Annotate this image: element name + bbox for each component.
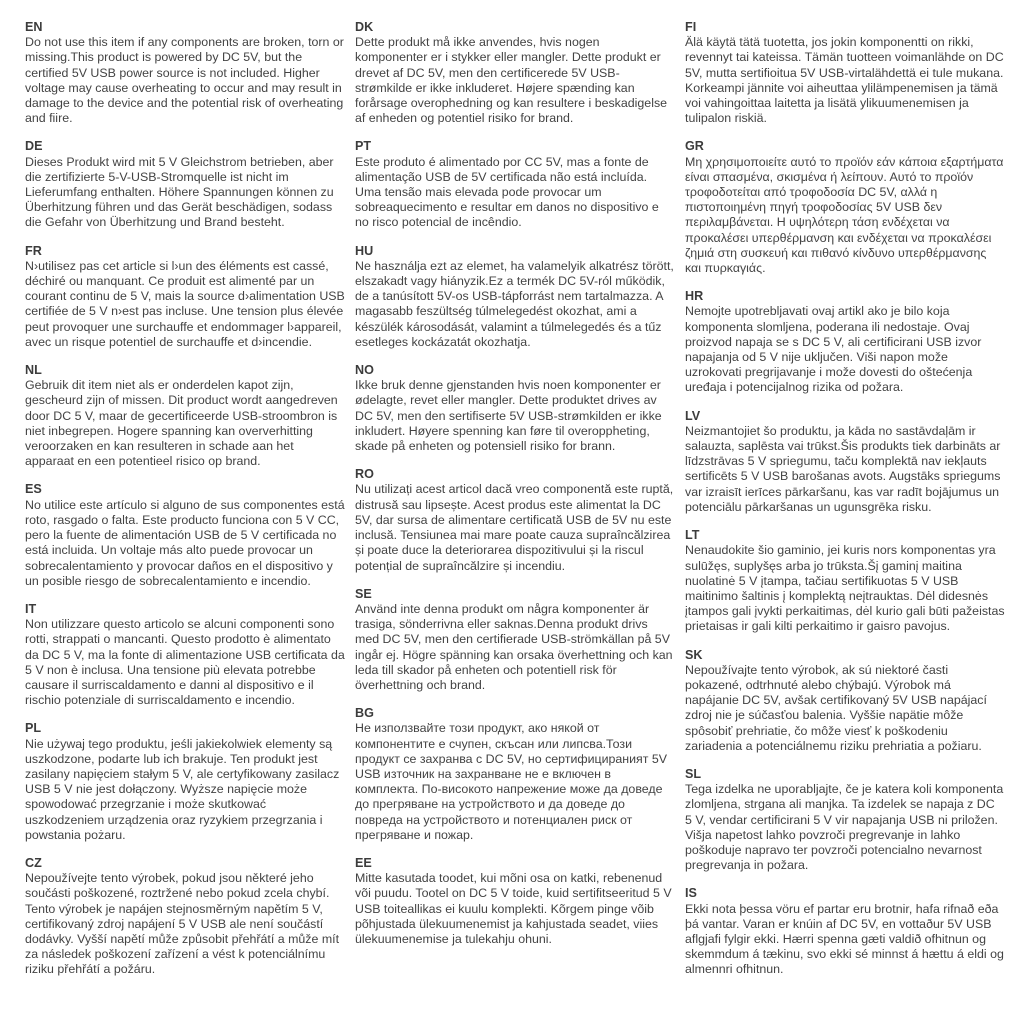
language-code-es: ES	[25, 482, 42, 497]
language-code-lt: LT	[685, 528, 700, 543]
warning-text-fi: Älä käytä tätä tuotetta, jos jokin komponentti on rikki, revennyt tai kateissa. Tämän tuotteen voimanlähde on DC 5V, mutta sertifioitua 5V USB-virtalähdettä ei tule mukana. Korkeampi jännite voi aiheuttaa ylilämpenemisen ja tämä voi vahingoittaa laitetta ja lisätä ylikuumenemisen ja tulipalon riskiä.	[685, 35, 1004, 126]
section-pl	[25, 721, 345, 843]
language-code-bg: BG	[355, 706, 374, 721]
section-fr	[25, 244, 345, 350]
language-code-lv: LV	[685, 408, 701, 423]
language-code-hr: HR	[685, 289, 704, 304]
language-code-fi: FI	[685, 20, 697, 34]
language-code-en: EN	[25, 20, 43, 34]
section-pt	[355, 139, 675, 230]
warning-text-lt: Nenaudokite šio gaminio, jei kuris nors komponentas yra sulūžęs, suplyšęs arba jo trūksta.Šį gaminį maitina nuolatinė 5 V įtampa, tačiau sertifikuotas 5 V USB maitinimo šaltinis į komplektą neįtrauktas. Dėl didesnės įtampos gali įvykti perkaitimas, dėl kurio gali būti pažeistas prietaisas ir gali kilti perkaitimo ir gaisro pavojus.	[685, 543, 1005, 634]
section-sl	[685, 767, 1005, 873]
section-lt	[685, 528, 1005, 634]
section-cz	[25, 856, 345, 978]
language-code-it: IT	[25, 601, 37, 616]
language-code-dk: DK	[355, 20, 374, 34]
language-code-de: DE	[25, 139, 43, 154]
warning-text-pl: Nie używaj tego produktu, jeśli jakiekolwiek elementy są uszkodzone, podarte lub ich brakuje. Ten produkt jest zasilany napięciem stałym 5 V, ale certyfikowany zasilacz USB 5 V nie jest dołączony. Wyższe napięcie może spowodować przegrzanie i może skutkować uszkodzeniem urządzenia oraz ryzykiem przegrzania i powstania pożaru.	[25, 736, 340, 842]
language-code-gr: GR	[685, 139, 704, 154]
language-code-sk: SK	[685, 647, 703, 662]
language-code-se: SE	[355, 586, 372, 601]
section-fi	[685, 20, 1005, 126]
section-ee	[355, 856, 675, 947]
section-hu	[355, 244, 675, 350]
section-se	[355, 587, 675, 693]
warning-text-ro: Nu utilizați acest articol dacă vreo componentă este ruptă, distrusă sau lipsește. Acest produs este alimentat la DC 5V, dar sursa de alimentare certificată USB de 5V nu este inclusă. Tensiunea mai mare poate cauza supraîncălzirea și poate duce la deteriorarea dispozitivului și la riscul potențial de supraîncălzire și incendiu.	[355, 482, 674, 573]
column-1	[25, 20, 345, 1024]
warning-text-it: Non utilizzare questo articolo se alcuni componenti sono rotti, strappati o mancanti. Questo prodotto è alimentato da DC 5 V, ma la fonte di alimentazione USB certificata da 5 V non è inclusa. Una tensione più elevata potrebbe causare il surriscaldamento e danni al dispositivo e il rischio potenziale di surriscaldamento e incendio.	[25, 617, 345, 708]
section-en	[25, 20, 345, 126]
section-gr	[685, 139, 1005, 276]
warning-text-dk: Dette produkt må ikke anvendes, hvis nogen komponenter er i stykker eller mangler. Dette produkt er drevet af DC 5V, men den certificerede 5V USB-strømkilde er ikke inkluderet. Højere spænding kan forårsage overophedning og kan resultere i beskadigelse af enheden og potentiel risiko for brand.	[355, 35, 668, 126]
section-hr	[685, 289, 1005, 395]
language-code-ee: EE	[355, 855, 372, 870]
warning-text-is: Ekki nota þessa vöru ef partar eru brotnir, hafa rifnað eða þá vantar. Varan er knúin af DC 5V, en vottaður 5V USB aflgjafi fylgir ekki. Hærri spenna gæti valdið ofhitnun og skemmdum á tækinu, svo ekki sé minnst á hættu á eldi og almennri ofhitnun.	[685, 901, 1004, 977]
warning-text-sl: Tega izdelka ne uporabljajte, če je katera koli komponenta zlomljena, strgana ali manjka. Ta izdelek se napaja z DC 5 V, vendar certificirani 5 V vir napajanja USB ni priložen. Višja napetost lahko povzroči pregrevanje in lahko poškoduje napravo ter povzroči potencialno nevarnost pregrevanja in požara.	[685, 782, 1004, 873]
warning-text-se: Använd inte denna produkt om några komponenter är trasiga, sönderrivna eller saknas.Denna produkt drivs med DC 5V, men den certifierade USB-strömkällan på 5V ingår ej. Högre spänning kan orsaka överhettning och kan leda till skador på enheten och potentiell risk för överhettning och brand.	[355, 601, 673, 692]
language-code-sl: SL	[685, 766, 702, 781]
section-de	[25, 139, 345, 230]
warning-text-no: Ikke bruk denne gjenstanden hvis noen komponenter er ødelagte, revet eller mangler. Dette produktet drives av DC 5V, men den sertifiserte 5V USB-strømkilden er ikke inkludert. Høyere spenning kan føre til overoppheting, skade på enheten og potensiell risiko for brann.	[355, 378, 662, 454]
warning-text-pt: Este produto é alimentado por CC 5V, mas a fonte de alimentação USB de 5V certificada não está incluída. Uma tensão mais elevada pode provocar um sobreaquecimento e resultar em danos no dispositivo e no risco potencial de incêndio.	[355, 154, 659, 230]
language-code-pl: PL	[25, 721, 42, 736]
warning-text-es: No utilice este artículo si alguno de sus componentes está roto, rasgado o falta. Este producto funciona con 5 V CC, pero la fuente de alimentación USB de 5 V certificada no está incluida. Un voltaje más alto puede provocar un sobrecalentamiento y provocar daños en el dispositivo y un posible riesgo de sobrecalentamiento e incendio.	[25, 497, 345, 588]
warning-text-bg: Не използвайте този продукт, ако някой от компонентите е счупен, скъсан или липсва.Този продукт се захранва с DC 5V, но сертифицираният 5V USB източник на захранване не е включен в комплекта. По-високото напрежение може да доведе до прегряване на устройството и да доведе до повреда на устройството и потенциален риск от прегряване и пожар.	[355, 721, 668, 842]
section-is	[685, 886, 1005, 977]
language-code-fr: FR	[25, 243, 42, 258]
warning-text-nl: Gebruik dit item niet als er onderdelen kapot zijn, gescheurd zijn of missen. Dit product wordt aangedreven door DC 5 V, maar de gecertificeerde USB-stroombron is niet inbegrepen. Hogere spanning kan oververhitting veroorzaken en kan resulteren in schade aan het apparaat en een potentieel risico op brand.	[25, 378, 338, 469]
warning-text-hr: Nemojte upotrebljavati ovaj artikl ako je bilo koja komponenta slomljena, poderana ili nedostaje. Ovaj proizvod napaja se s DC 5 V, ali certificirani USB izvor napajanja od 5 V nije uključen. Viši napon može uzrokovati pregrijavanje i može dovesti do oštećenja uređaja i potencijalnog rizika od požara.	[685, 304, 982, 395]
section-es	[25, 482, 345, 588]
warning-text-cz: Nepoužívejte tento výrobek, pokud jsou některé jeho součásti poškozené, roztržené nebo pokud zcela chybí. Tento výrobek je napájen stejnosměrným napětím 5 V, certifikovaný zdroj napájení 5 V USB ale není součástí dodávky. Vyšší napětí může způsobit přehřátí a může mít za následek poškození zařízení a vést k potenciálnímu riziku přehřátí a požáru.	[25, 871, 340, 977]
language-code-is: IS	[685, 886, 697, 901]
section-bg	[355, 706, 675, 843]
section-nl	[25, 363, 345, 469]
section-ro	[355, 467, 675, 573]
language-code-hu: HU	[355, 243, 374, 258]
warning-text-sk: Nepoužívajte tento výrobok, ak sú niektoré časti pokazené, odtrhnuté alebo chýbajú. Výrobok má napájanie DC 5V, avšak certifikovaný 5V USB napájací zdroj nie je súčasťou balenia. Vyššie napätie môže spôsobiť prehriatie, čo môže viesť k poškodeniu zariadenia a potenciálnemu riziku prehriatia a požiaru.	[685, 662, 987, 753]
language-code-no: NO	[355, 363, 374, 378]
warning-text-gr: Μη χρησιμοποιείτε αυτό το προϊόν εάν κάποια εξαρτήματα είναι σπασμένα, σκισμένα ή λείπουν. Αυτό το προϊόν τροφοδοτείται από τροφοδοσία DC 5V, αλλά η πιστοποιημένη πηγή τροφοδοσίας 5V USB δεν περιλαμβάνεται. Η υψηλότερη τάση ενδέχεται να προκαλέσει υπερθέρμανση και ενδέχεται να προκαλέσει ζημιά στη συσκευή και πιθανό κίνδυνο υπερθέρμανσης και πυρκαγιάς.	[685, 154, 1004, 276]
warning-text-fr: N›utilisez pas cet article si l›un des éléments est cassé, déchiré ou manquant. Ce produit est alimenté par un courant continu de 5 V, mais la source d›alimentation USB certifiée de 5 V n›est pas incluse. Une tension plus élevée peut provoquer une surchauffe et endommager l›appareil, avec un risque potentiel de surchauffe et d›incendie.	[25, 258, 345, 349]
section-sk	[685, 648, 1005, 754]
warning-text-hu: Ne használja ezt az elemet, ha valamelyik alkatrész törött, elszakadt vagy hiányzik.Ez a termék DC 5V-ról működik, de a tanúsított 5V-os USB-tápforrást nem tartalmazza. A magasabb feszültség túlmelegedést okozhat, ami a készülék károsodását, valamint a túlmelegedés és a tűz esetleges kockázatát okozhatja.	[355, 258, 674, 349]
section-no	[355, 363, 675, 454]
section-lv	[685, 409, 1005, 515]
language-code-ro: RO	[355, 467, 374, 482]
language-code-pt: PT	[355, 139, 372, 154]
section-dk	[355, 20, 675, 126]
column-3	[685, 20, 1005, 1024]
section-it	[25, 602, 345, 708]
warning-text-ee: Mitte kasutada toodet, kui mõni osa on katki, rebenenud või puudu. Tootel on DC 5 V toide, kuid sertifitseeritud 5 V USB toiteallikas ei kuulu komplekti. Kõrgem pinge võib põhjustada ülekuumenemist ja kahjustada seadet, viies ülekuumenemise ja tulekahju ohuni.	[355, 871, 672, 946]
warning-text-de: Dieses Produkt wird mit 5 V Gleichstrom betrieben, aber die zertifizierte 5-V-USB-Stromquelle ist nicht im Lieferumfang enthalten. Höhere Spannungen können zu Überhitzung führen und das Gerät beschädigen, sodass die Gefahr von Überhitzung und Brand besteht.	[25, 154, 334, 230]
language-code-nl: NL	[25, 363, 42, 378]
warning-text-en: Do not use this item if any components are broken, torn or missing.This product is powered by DC 5V, but the certified 5V USB power source is not included. Higher voltage may cause overheating to occur and may result in damage to the device and the potential risk of overheating and fiire.	[25, 35, 344, 126]
language-code-cz: CZ	[25, 855, 42, 870]
column-2	[355, 20, 675, 1024]
warning-text-lv: Neizmantojiet šo produktu, ja kāda no sastāvdaļām ir salauzta, saplēsta vai trūkst.Šis produkts tiek darbināts ar līdzstrāvas 5 V spriegumu, taču komplektā nav iekļauts sertificēts 5 V USB barošanas avots. Augstāks spriegums var izraisīt ierīces pārkaršanu, kas var radīt bojājumus un potenciālu pārkaršanas un ugunsgrēka risku.	[685, 423, 1001, 514]
